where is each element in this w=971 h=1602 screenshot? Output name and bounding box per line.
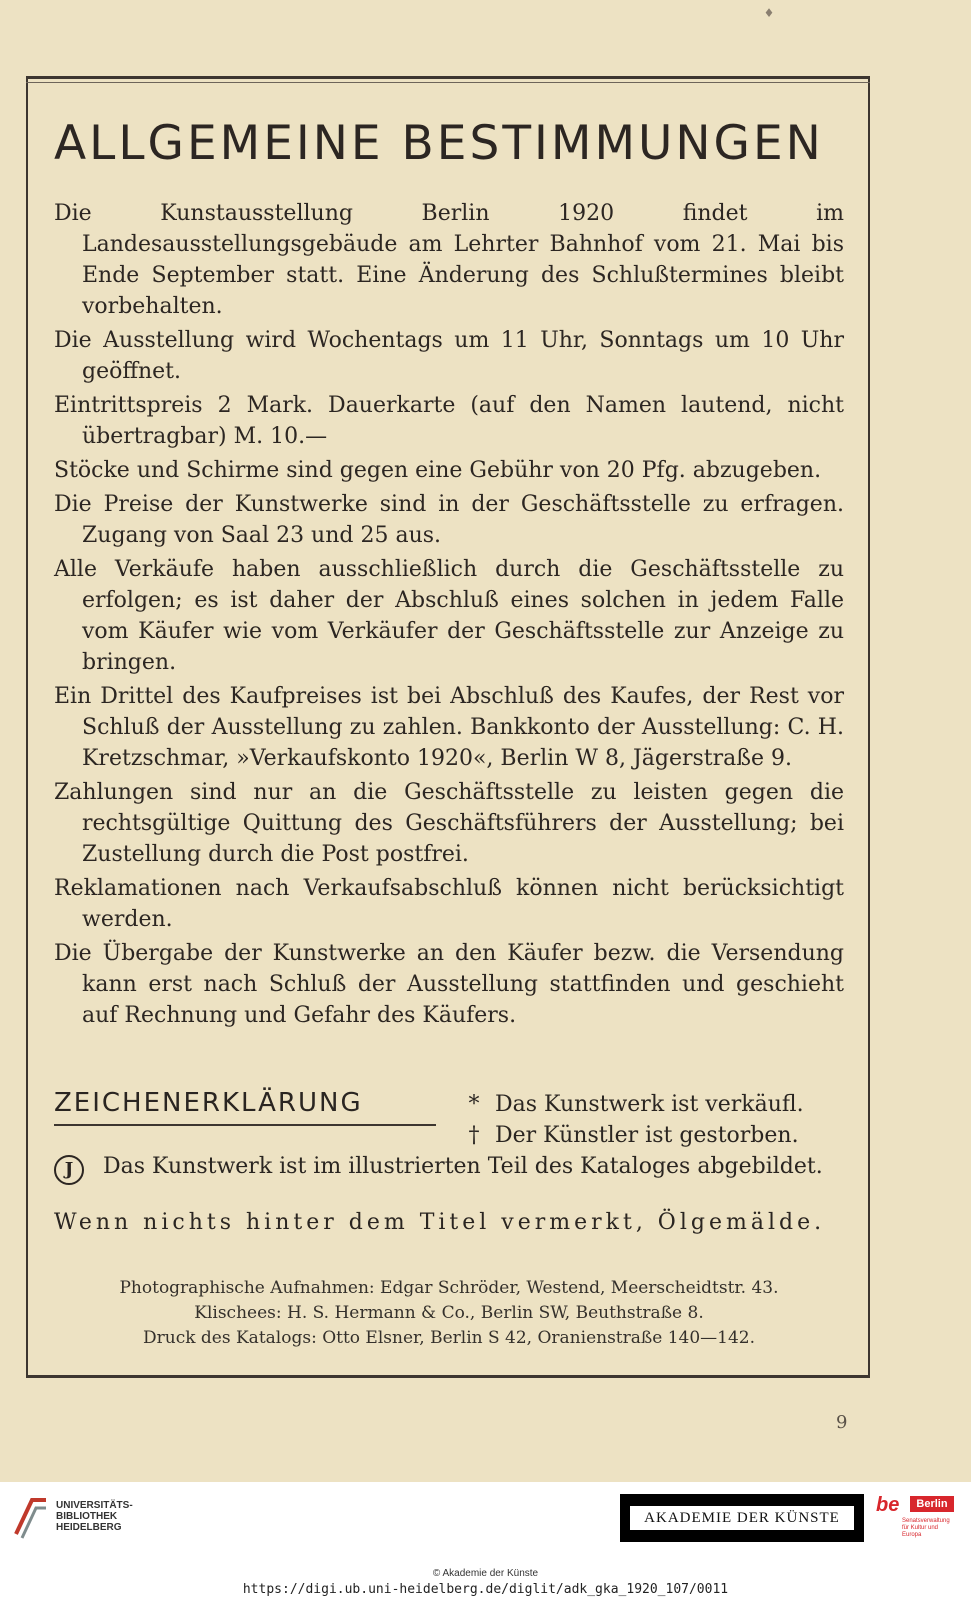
legend-title: ZEICHENERKLÄRUNG [54,1088,363,1118]
credit-line: Photographische Aufnahmen: Edgar Schröder, Westend, Meerscheidtstr. 43. [119,1278,779,1298]
library-logo[interactable] [10,1490,140,1548]
legend-text: Das Kunstwerk ist verkäufl. [495,1092,804,1117]
legend-item-illustrated [54,1152,823,1185]
circled-j-icon: J [54,1155,84,1185]
credit-line: Klischees: H. S. Hermann & Co., Berlin SW, Beuthstraße 8. [194,1303,704,1323]
adk-logo-text: AKADEMIE DER KÜNSTE [630,1506,854,1530]
adk-logo[interactable] [620,1494,864,1542]
paragraph: Ein Drittel des Kaufpreises ist bei Abschluß des Kaufes, der Rest vor Schluß der Ausstellung zu zahlen. Bankkonto der Ausstellung: C. H. Kretzschmar, »Verkaufskonto 1920«, Berlin W 8, Jägerstraße 9. [54,684,844,771]
legend-item-sold [460,1090,804,1120]
credits [54,1276,844,1351]
copyright-text: © Akademie der Künste [432,1568,539,1579]
paragraph: Alle Verkäufe haben ausschließlich durch die Geschäftsstelle zu erfolgen; es ist daher der Abschluß eines solchen in jedem Falle vom Käufer wie vom Verkäufer der Geschäftsstelle zur Anzeige zu bringen. [54,557,844,675]
paragraph: Zahlungen sind nur an die Geschäftsstelle zu leisten gegen die rechtsgültige Quittung des Geschäftsführers der Ausstellung; bei Zustellung durch die Post postfrei. [54,780,844,867]
paragraph: Stöcke und Schirme sind gegen eine Gebühr von 20 Pfg. abzugeben. [54,458,822,483]
library-logo-text: UNIVERSITÄTS- BIBLIOTHEK HEIDELBERG [56,1500,133,1533]
dagger-icon: † [468,1123,480,1148]
library-logo-icon [12,1494,50,1542]
legend-text: Der Künstler ist gestorben. [495,1123,799,1148]
paragraph: Die Übergabe der Kunstwerke an den Käufer bezw. die Versendung kann erst nach Schluß der Ausstellung stattfinden und geschieht auf Rechnung und Gefahr des Käufers. [54,941,844,1028]
page-number: 9 [836,1412,848,1433]
berlin-be-text: be [876,1494,900,1516]
berlin-sub-text: Senatsverwaltung für Kultur und Europa [902,1518,950,1538]
legend-text: Das Kunstwerk ist im illustrierten Teil des Kataloges abgebildet. [103,1154,823,1179]
paragraph: Reklamationen nach Verkaufsabschluß können nicht berücksichtigt werden. [54,876,844,932]
frame-rule [26,82,870,83]
credit-line: Druck des Katalogs: Otto Elsner, Berlin S 42, Oranienstraße 140—142. [142,1328,756,1348]
paragraph: Die Kunstausstellung Berlin 1920 findet im Landesausstellungsgebäude am Lehrter Bahnhof vom 21. Mai bis Ende September statt. Eine Änderung des Schlußtermines bleibt vorbehalten. [54,201,844,319]
berlin-box-text: Berlin [910,1496,954,1512]
legend-underline [54,1124,436,1126]
paragraph: Die Ausstellung wird Wochentags um 11 Uhr, Sonntags um 10 Uhr geöffnet. [54,328,844,384]
source-url[interactable]: https://digi.ub.uni-heidelberg.de/diglit/adk_gka_1920_107/0011 [242,1582,729,1597]
medium-note: Wenn nichts hinter dem Titel vermerkt, Ölgemälde. [54,1210,826,1235]
corner-mark-icon: ♦ [763,6,775,20]
rules-body [54,198,844,1034]
berlin-logo[interactable] [876,1494,956,1542]
paragraph: Die Preise der Kunstwerke sind in der Geschäftsstelle zu erfragen. Zugang von Saal 23 und 25 aus. [54,492,844,548]
legend-item-deceased [460,1121,799,1151]
asterisk-icon: * [468,1092,480,1117]
page-title: ALLGEMEINE BESTIMMUNGEN [54,116,824,171]
footer-bar [0,1482,971,1602]
paragraph: Eintrittspreis 2 Mark. Dauerkarte (auf den Namen lautend, nicht übertragbar) M. 10.— [54,393,844,449]
